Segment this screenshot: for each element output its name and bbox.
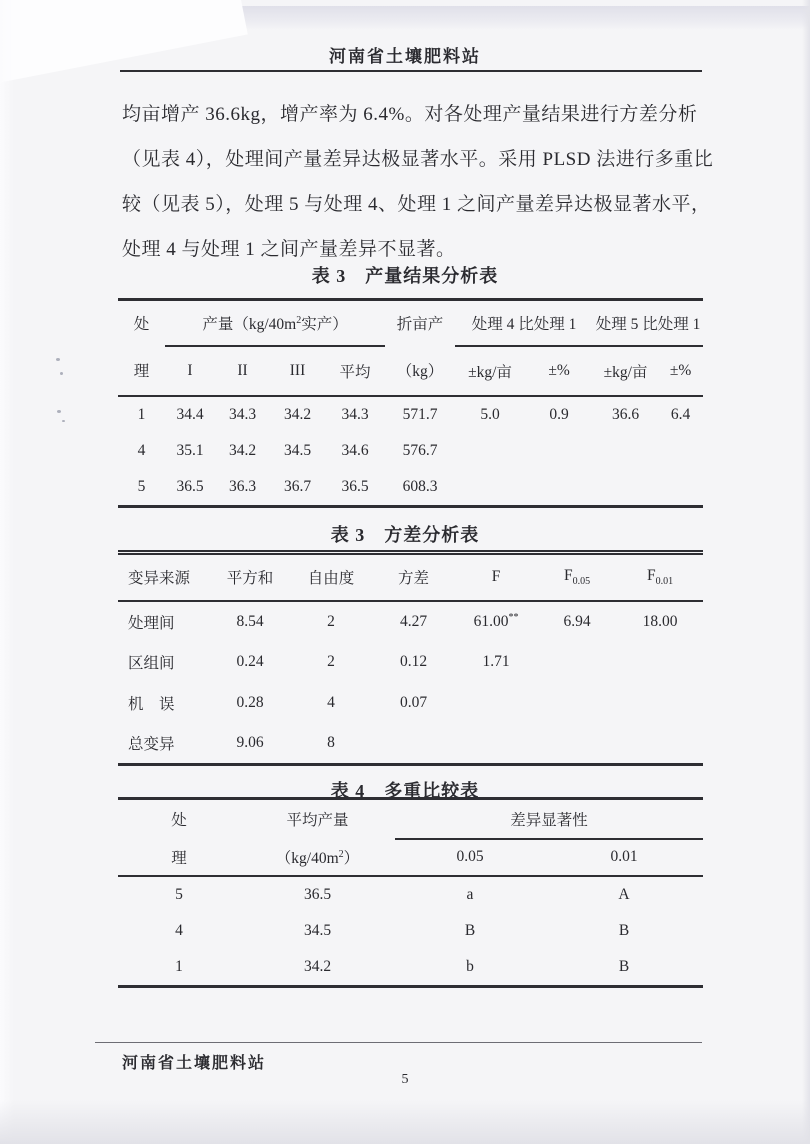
table-cell: A: [618, 885, 630, 903]
table-cell: 0.12: [399, 653, 428, 670]
comparison-table: [118, 797, 703, 988]
col-header-degrees-of-freedom: 自由度: [290, 553, 372, 601]
table-cell: [658, 470, 703, 507]
table-cell: 36.7: [270, 470, 325, 507]
paragraph-line: 均亩增产 36.6kg，增产率为 6.4%。对各处理产量结果进行方差分析: [122, 104, 698, 125]
table-cell: 34.2: [228, 442, 257, 459]
table-row: [118, 470, 703, 507]
table-cell: 36.6: [611, 405, 640, 423]
table-cell: b: [395, 950, 545, 987]
col-header-sum-of-squares: 平方和: [210, 553, 290, 601]
table-cell: 2: [327, 612, 335, 630]
table-cell: [455, 683, 537, 724]
table-header-row: [118, 346, 703, 396]
table-row: [118, 876, 703, 913]
header-rule: [120, 70, 702, 72]
table-cell: 6.94: [563, 612, 591, 630]
table-row: [118, 724, 703, 765]
table-cell: [617, 724, 703, 765]
col-header-treatment-bottom: 理: [118, 346, 165, 396]
table-cell: 608.3: [385, 470, 455, 507]
table-cell: [617, 642, 703, 683]
table-cell: [537, 683, 617, 724]
comparison-table-title: 表 4 多重比较表: [330, 781, 480, 801]
table-cell: 4: [137, 442, 146, 459]
table-cell: [617, 683, 703, 724]
paragraph-line: （见表 4），处理间产量差异达极显著水平。采用 PLSD 法进行多重比: [122, 149, 714, 170]
table-cell: [537, 724, 617, 765]
table-cell: [455, 470, 525, 507]
col-header-significance-group: 差异显著性: [395, 799, 703, 839]
table-cell: 4: [175, 922, 183, 939]
scan-speckle: [60, 372, 63, 375]
table-cell: 61.00**: [473, 611, 519, 631]
col-header-treatment-top: 处: [133, 316, 150, 334]
table-cell: 总变异: [118, 724, 210, 765]
col-header-variance: 方差: [372, 553, 455, 601]
col-header-kg-unit: $(kg/40m^2)$: [240, 839, 395, 876]
col-header-percent: ±%: [525, 346, 593, 396]
table-header-row: [118, 839, 703, 876]
anova-table-title: 表 3 方差分析表: [330, 525, 480, 545]
table-cell: 571.7: [402, 405, 438, 423]
table-cell: 0.9: [549, 405, 569, 423]
body-paragraph: [122, 92, 714, 272]
table-cell: 34.5: [283, 442, 312, 459]
scan-artifact-bottom-band: [0, 1100, 810, 1144]
table-cell: 34.6: [341, 442, 369, 459]
col-header-average-yield: 平均产量: [286, 812, 349, 830]
table-row: [118, 913, 703, 950]
table-cell: 0.28: [236, 694, 264, 711]
table-cell: 34.5: [303, 922, 332, 939]
table-cell: 5: [175, 885, 183, 903]
scan-speckle: [57, 410, 61, 413]
footer-station-title: 河南省土壤肥料站: [122, 1055, 267, 1072]
table-cell: 8.54: [236, 612, 264, 630]
table-cell: 34.2: [240, 950, 395, 987]
table-cell: 5: [118, 470, 165, 507]
col-header-f001: $F_{0.01}$: [617, 553, 703, 601]
table-cell: 36.5: [303, 885, 332, 903]
col-header-kg-per-mu: ±kg/亩: [593, 346, 658, 396]
table-cell: 34.3: [341, 405, 369, 423]
table-cell: 36.3: [215, 470, 270, 507]
col-header-t4-vs-t1-group: 处理 4 比处理 1: [455, 300, 593, 346]
col-header-percent: ±%: [658, 346, 703, 396]
scan-artifact-left-edge: [0, 0, 14, 1144]
table-cell: B: [464, 922, 476, 939]
table-cell: 1: [137, 405, 146, 423]
col-header-treatment-bottom: 理: [118, 839, 240, 876]
table-cell: [593, 433, 658, 470]
table-cell: [658, 433, 703, 470]
table-cell: 4: [327, 694, 335, 711]
col-header-treatment-top: 处: [171, 812, 187, 830]
table-row: [118, 433, 703, 470]
footer-rule: [95, 1042, 702, 1043]
table-cell: 8: [290, 724, 372, 765]
table-cell: a: [466, 885, 474, 903]
table-cell: 35.1: [176, 442, 204, 459]
table-row: [118, 950, 703, 987]
table-cell: 0.24: [236, 653, 264, 670]
col-header-t5-vs-t1-group: 处理 5 比处理 1: [593, 300, 703, 346]
table-cell: 18.00: [642, 612, 678, 630]
col-header-rep3: III: [270, 346, 325, 396]
table-row: [118, 642, 703, 683]
col-header-variation-source: 变异来源: [118, 553, 210, 601]
table-row: [118, 683, 703, 724]
table-cell: 区组间: [128, 655, 175, 672]
yield-table: [118, 298, 703, 508]
table-cell: [525, 433, 593, 470]
paragraph-line: 较（见表 5），处理 5 与处理 4、处理 1 之间产量差异达极显著水平，: [122, 194, 711, 215]
table-cell: B: [618, 922, 630, 939]
scan-speckle: [56, 358, 60, 361]
col-header-alpha-005: 0.05: [395, 839, 545, 876]
table-cell: [593, 470, 658, 507]
table-cell: 5.0: [480, 405, 500, 423]
table-header-row: [118, 799, 703, 839]
table-cell: 34.3: [228, 405, 257, 423]
table-row: [118, 601, 703, 642]
table-cell: 36.5: [325, 470, 385, 507]
col-header-rep2: II: [215, 346, 270, 396]
table-cell: 36.5: [165, 470, 215, 507]
table-cell: 4.27: [399, 612, 428, 630]
paragraph-line: 处理 4 与处理 1 之间产量差异不显著。: [122, 239, 456, 260]
table-cell: 1: [118, 950, 240, 987]
table-cell: 1.71: [482, 653, 510, 670]
table-cell: [455, 433, 525, 470]
table-header-row: [118, 553, 703, 601]
col-header-alpha-001: 0.01: [545, 839, 703, 876]
col-header-kg-per-mu: ±kg/亩: [455, 346, 525, 396]
col-header-f: F: [455, 553, 537, 601]
anova-table: [118, 550, 703, 766]
table-cell: 2: [327, 653, 335, 670]
scan-artifact-right-edge: [802, 0, 810, 1144]
table-cell: 576.7: [402, 442, 438, 459]
table-cell: [455, 724, 537, 765]
col-header-f005: $F_{0.05}$: [537, 553, 617, 601]
col-header-kg-unit: （kg）: [385, 346, 455, 396]
header-station-title: 河南省土壤肥料站: [329, 47, 481, 66]
table-cell: 34.2: [283, 405, 312, 423]
table-row: [118, 396, 703, 433]
table-cell: 6.4: [670, 405, 691, 423]
table-header-row: [118, 300, 703, 346]
table-cell: 机 误: [128, 696, 175, 713]
table-cell: 9.06: [210, 724, 290, 765]
table-cell: 处理间: [128, 614, 175, 632]
col-header-production-group: 产量（$kg/40m^2$实产）: [165, 300, 385, 346]
table-cell: [537, 642, 617, 683]
col-header-per-mu: 折亩产: [396, 316, 444, 334]
table-cell: [525, 470, 593, 507]
col-header-average: 平均: [325, 346, 385, 396]
table-cell: [372, 724, 455, 765]
yield-table-title: 表 3 产量结果分析表: [311, 266, 499, 286]
scan-speckle: [62, 420, 65, 422]
table-cell: 0.07: [399, 694, 428, 711]
page-number: 5: [401, 1072, 409, 1087]
table-cell: B: [545, 950, 703, 987]
table-cell: 34.4: [176, 405, 204, 423]
col-header-rep1: I: [165, 346, 215, 396]
